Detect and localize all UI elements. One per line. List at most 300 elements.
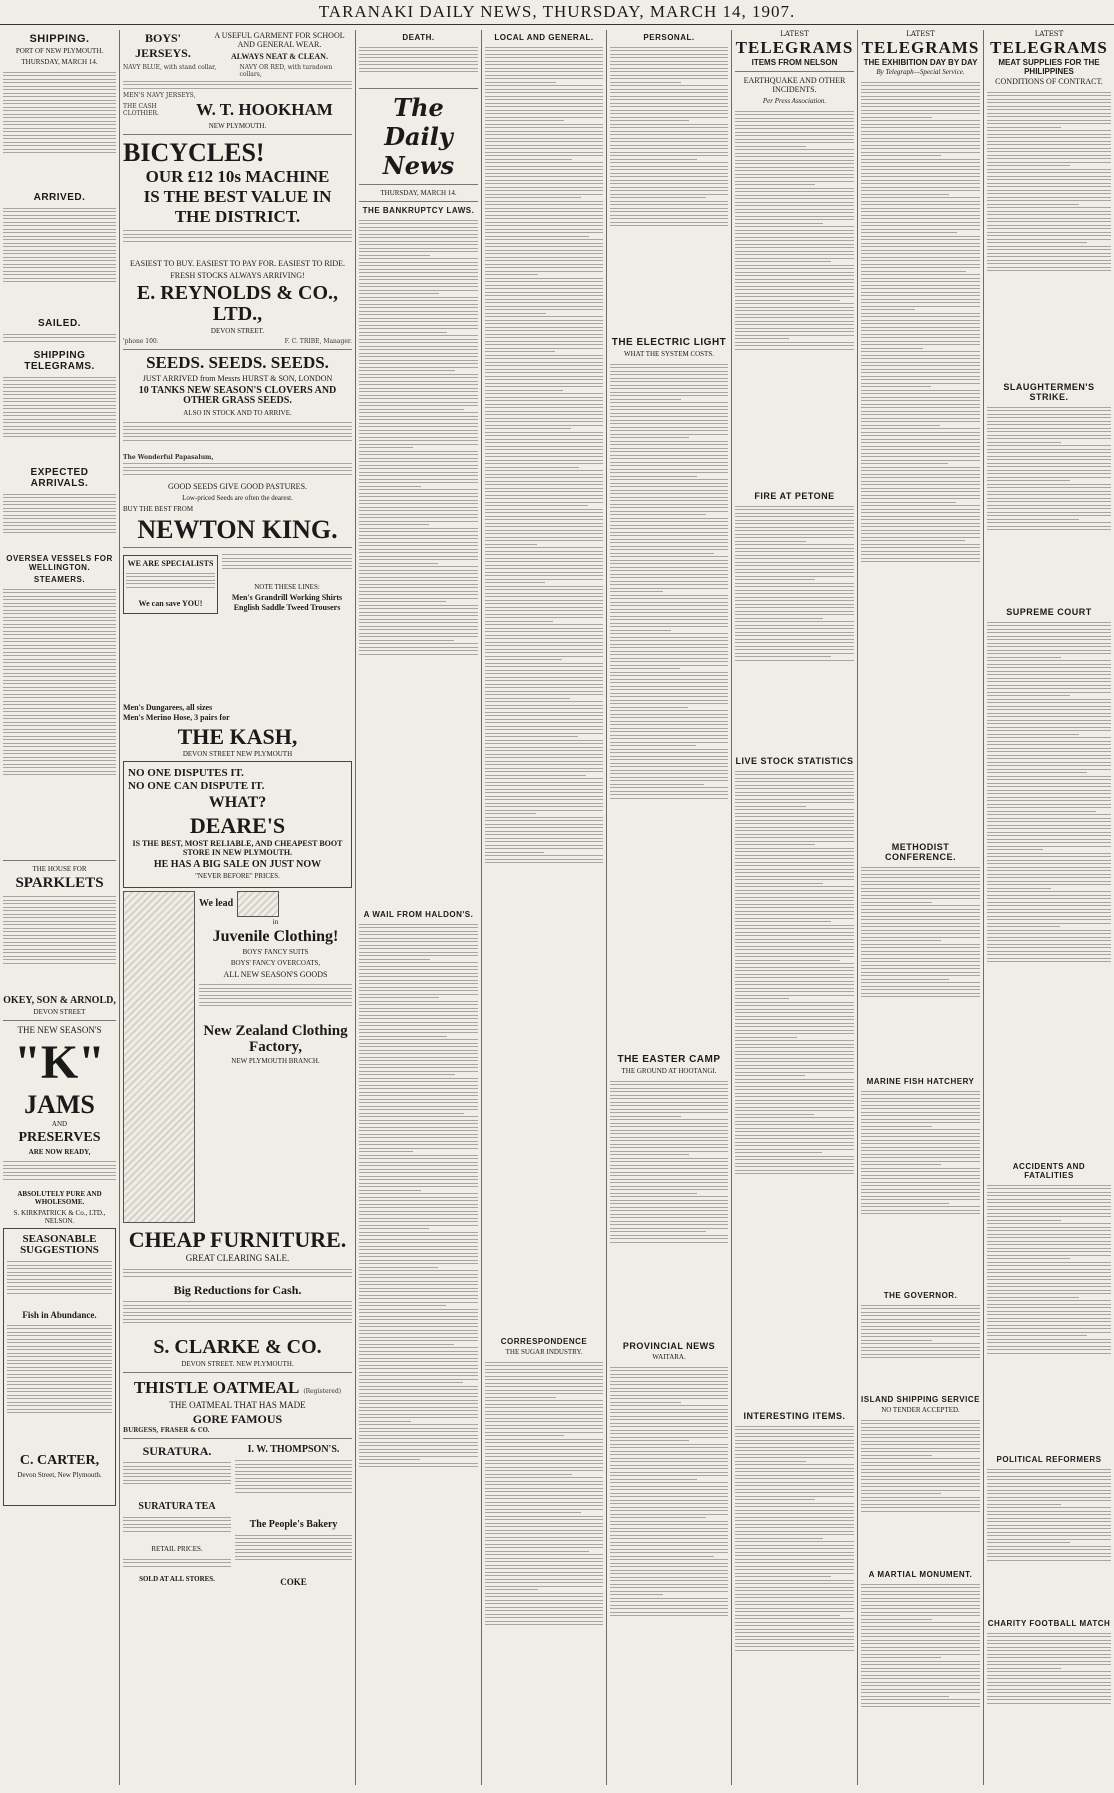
text-line [610,528,728,529]
text-line [359,451,478,452]
text-line [735,963,854,964]
text-line [987,937,1111,938]
text-line [485,1449,603,1450]
text-line [861,1343,980,1344]
text-line [735,823,854,824]
text-line [359,1463,478,1464]
text-line [485,813,536,814]
text-line [987,1476,1111,1477]
text-line [735,1156,854,1157]
text-line [735,153,854,154]
text-line [987,643,1111,644]
grandrill-shirts: Men's Grandrill Working Shirts [231,592,343,602]
text-line [735,1461,806,1462]
text-line [987,480,1070,481]
daily-news-logo: The Daily News [382,93,455,180]
local-general-article [485,44,603,1334]
text-line [485,85,603,86]
text-line [735,1170,854,1171]
text-line [987,776,1111,777]
text-line [610,1426,728,1427]
text-line [359,1022,478,1023]
text-line [485,1533,603,1534]
text-line [610,700,728,701]
text-line [861,215,980,216]
text-line [987,958,1111,959]
text-line [735,254,854,255]
text-line [861,390,980,391]
text-line [735,324,854,325]
text-line [735,544,854,545]
text-line [861,397,980,398]
text-line [610,1468,728,1469]
text-line [987,1328,1111,1329]
text-line [485,687,603,688]
text-line [987,165,1070,166]
text-line [861,1664,980,1665]
text-line [610,1521,728,1522]
text-line [861,211,980,212]
text-line [987,909,1111,910]
text-line [359,402,478,403]
text-line [987,137,1111,138]
text-line [861,933,980,934]
text-line [861,1315,980,1316]
fancy-suits: BOYS' FANCY SUITS [242,947,309,956]
text-line [987,650,1111,651]
text-line [861,551,980,552]
text-line [987,456,1111,457]
text-line [735,1629,854,1630]
text-line [610,486,728,487]
text-line [987,667,1111,668]
text-line [735,1478,854,1479]
text-line [987,1518,1111,1519]
text-line [735,1051,854,1052]
text-line [861,979,949,980]
text-line [735,816,854,817]
text-line [485,621,553,622]
text-line [735,1650,854,1651]
text-line [610,1126,728,1127]
text-line [861,271,966,272]
text-line [485,596,603,597]
text-line [485,134,603,135]
text-line [861,85,980,86]
text-line [485,628,603,629]
text-line [485,551,603,552]
text-line [861,435,980,436]
text-line [485,701,603,702]
text-line [861,1178,980,1179]
text-line [485,435,603,436]
text-line [861,1305,980,1306]
text-line [861,456,980,457]
text-line [987,727,1111,728]
text-line [861,1336,980,1337]
newton-king: NEWTON KING. [137,514,338,544]
text-line [359,1001,478,1002]
text-line [735,527,854,528]
text-line [359,1260,478,1261]
text-line [735,1538,823,1539]
text-line [610,1374,728,1375]
text-line [485,232,603,233]
text-line [359,1281,478,1282]
text-line [861,1458,980,1459]
text-line [610,1412,728,1413]
text-line [359,966,478,967]
text-line [735,114,854,115]
text-line [359,482,478,483]
text-line [610,1395,728,1396]
text-line [610,1238,728,1239]
text-line [987,130,1111,131]
text-line [485,1365,603,1366]
text-line [485,218,603,219]
text-line [610,742,728,743]
text-line [987,484,1111,485]
text-line [359,1452,478,1453]
text-line [359,1172,478,1173]
local-general-heading: LOCAL AND GENERAL. [494,33,594,42]
text-line [987,263,1111,264]
text-line [987,148,1111,149]
text-line [485,162,603,163]
text-line [485,1512,581,1513]
text-line [987,466,1111,467]
text-line [861,993,980,994]
text-line [610,483,728,484]
text-line [735,1016,854,1017]
text-line [987,442,1061,443]
text-line [359,1228,429,1229]
text-line [359,1085,478,1086]
text-line [861,425,940,426]
text-line [987,1682,1111,1683]
text-line [861,1157,980,1158]
text-line [485,747,603,748]
text-line [735,621,854,622]
text-line [485,439,603,440]
nelson-article [735,108,854,488]
text-line [735,848,854,849]
text-line [861,274,980,275]
text-line [485,421,603,422]
text-line [861,1203,949,1204]
text-line [485,397,603,398]
text-line [610,728,728,729]
text-line [485,425,603,426]
text-line [485,1484,603,1485]
text-line [987,207,1111,208]
text-line [610,1196,728,1197]
text-line [610,1172,728,1173]
text-line [610,584,728,585]
text-line [861,365,980,366]
text-line [485,1376,603,1377]
text-line [359,626,478,627]
text-line [861,1615,980,1616]
text-line [359,1267,438,1268]
text-line [485,271,603,272]
text-line [861,996,980,997]
text-line [987,877,1111,878]
text-line [485,106,603,107]
text-line [359,1036,447,1037]
text-line [359,1183,478,1184]
text-line [485,817,603,818]
clarke-name: S. CLARKE & CO. [153,1335,322,1358]
text-line [861,488,980,489]
text-line [987,664,1111,665]
text-line [987,1469,1111,1470]
column-1 [0,30,120,1785]
text-line [610,71,728,72]
text-line [735,914,854,915]
text-line [735,893,854,894]
text-line [610,1137,728,1138]
text-line [610,423,728,424]
text-line [735,1023,854,1024]
text-line [610,451,728,452]
text-line [861,1493,941,1494]
text-line [610,152,728,153]
text-line [610,448,728,449]
text-line [735,1590,854,1591]
text-line [610,1437,728,1438]
text-line [359,486,421,487]
text-line [987,1279,1111,1280]
text-line [359,1438,478,1439]
text-line [735,604,854,605]
text-line [987,1272,1111,1273]
personal-heading: PERSONAL. [643,33,695,42]
text-line [861,1633,980,1634]
text-line [987,134,1111,135]
port-line: PORT OF NEW PLYMOUTH. [15,47,104,55]
text-line [485,323,603,324]
text-line [359,241,478,242]
text-line [485,253,603,254]
we-lead: We lead [199,897,234,909]
text-line [485,1530,603,1531]
text-line [485,1502,603,1503]
text-line [610,1577,728,1578]
text-line [610,1179,728,1180]
text-line [987,1532,1111,1533]
hookham-name: W. T. HOOKHAM [196,100,333,119]
text-line [861,383,980,384]
text-line [987,109,1111,110]
text-line [359,440,478,441]
text-line [610,1430,728,1431]
text-line [485,1421,603,1422]
text-line [359,1326,478,1327]
text-line [359,1305,446,1306]
text-line [359,1127,478,1128]
text-line [610,1217,728,1218]
text-line [359,566,478,567]
text-line [861,561,980,562]
charity-heading: CHARITY FOOTBALL MATCH [987,1619,1111,1628]
text-line [485,649,603,650]
text-line [359,1246,478,1247]
text-line [610,124,728,125]
low-priced-seeds: Low-priced Seeds are often the dearest. [182,493,293,502]
text-line [485,803,603,804]
text-line [610,504,728,505]
text-line [987,508,1111,509]
text-line [485,1621,603,1622]
text-line [987,1290,1111,1291]
text-line [485,390,563,391]
text-line [861,947,980,948]
text-line [359,1099,478,1100]
text-line [735,1531,854,1532]
text-line [735,1611,854,1612]
text-line [987,755,1111,756]
text-line [610,131,728,132]
gore-famous: GORE FAMOUS [192,1411,283,1426]
text-line [987,473,1111,474]
text-line [987,646,1111,647]
text-line [861,895,980,896]
text-line [610,1489,728,1490]
text-line [735,1068,854,1069]
text-line [735,237,854,238]
text-line [359,1088,478,1089]
editorial-date: THURSDAY, MARCH 14. [380,189,457,197]
text-line [359,619,478,620]
text-line [359,479,478,480]
text-line [610,1433,728,1434]
text-line [987,1675,1111,1676]
text-line [485,1575,603,1576]
text-line [987,1490,1111,1491]
text-line [359,307,478,308]
text-line [359,227,478,228]
text-line [359,941,478,942]
no-one-disputes: NO ONE DISPUTES IT. [128,766,244,779]
text-line [861,1164,941,1165]
text-line [359,1078,478,1079]
text-line [610,1486,728,1487]
text-line [485,782,603,783]
supreme-court-heading: SUPREME COURT [1006,607,1092,617]
text-line [359,973,478,974]
text-line [610,521,728,522]
text-line [485,145,603,146]
text-line [359,1379,478,1380]
text-line [735,170,854,171]
text-line [359,374,478,375]
monument-article [861,1581,980,1781]
text-line [987,709,1111,710]
text-line [735,1576,831,1577]
text-line [359,461,478,462]
text-line [359,1431,478,1432]
text-line [610,1580,728,1581]
text-line [861,474,980,475]
text-line [987,814,1111,815]
text-line [861,1312,980,1313]
burgess-fraser: BURGESS, FRASER & CO. [123,1427,210,1435]
text-line [485,512,603,513]
text-line [485,358,603,359]
text-line [485,82,556,83]
text-line [485,736,578,737]
text-line [735,118,854,119]
text-line [735,1058,854,1059]
governor-heading: THE GOVERNOR. [883,1291,958,1300]
text-line [987,706,1111,707]
text-line [359,962,478,963]
text-line [359,430,478,431]
text-line [610,546,728,547]
text-line [610,686,728,687]
text-line [861,1462,980,1463]
supreme-court-article [987,619,1111,1159]
text-line [987,951,1111,952]
conditions-heading: CONDITIONS OF CONTRACT. [995,77,1103,86]
text-line [861,1605,980,1606]
text-line [485,831,603,832]
text-line [861,446,980,447]
text-line [861,1189,980,1190]
text-line [485,99,603,100]
text-line [610,92,728,93]
meat-supplies-heading: MEAT SUPPLIES FOR THE PHILIPPINES [998,58,1100,76]
text-line [735,307,854,308]
text-line [610,469,728,470]
text-line [485,1582,603,1583]
text-line [610,1391,728,1392]
text-line [987,1202,1111,1203]
text-line [735,1443,854,1444]
text-line [610,197,706,198]
text-line [735,261,831,262]
text-line [485,379,603,380]
wail-heading: A WAIL FROM HALDON'S. [363,910,474,919]
text-line [485,764,603,765]
text-line [610,89,728,90]
text-line [485,222,603,223]
text-line [987,940,1111,941]
text-line [735,653,854,654]
text-line [485,1463,603,1464]
text-line [987,463,1111,464]
text-line [610,525,728,526]
text-line [861,540,965,541]
text-line [359,1057,478,1058]
text-line [610,1447,728,1448]
text-line [735,212,854,213]
text-line [359,608,478,609]
text-line [359,1011,478,1012]
text-line [485,1481,603,1482]
text-line [359,1249,478,1250]
text-line [485,495,603,496]
text-line [359,612,478,613]
text-line [485,1386,603,1387]
text-line [610,204,728,205]
text-line [610,1440,689,1441]
text-line [485,414,603,415]
text-line [987,218,1111,219]
text-line [987,863,1111,864]
text-line [861,972,980,973]
